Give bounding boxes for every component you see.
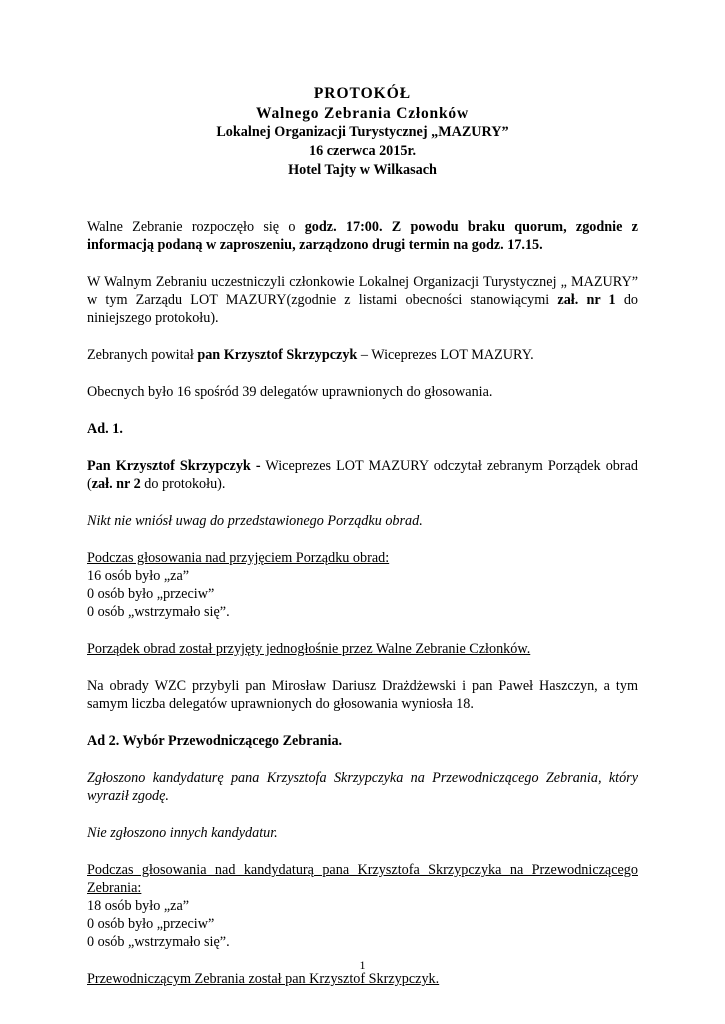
vote-chair-abstain: 0 osób „wstrzymało się”. bbox=[87, 934, 230, 950]
organization-name: Lokalnej Organizacji Turystycznej „MAZURY” bbox=[216, 124, 509, 140]
chair-elected-text: Przewodniczącym Zebrania został pan Krzysztof Skrzypczyk. bbox=[87, 971, 440, 987]
paragraph-arrivals: Na obrady WZC przybyli pan Mirosław Dariusz Drażdżewski i pan Paweł Haszczyn, a tym samym liczba delegatów uprawnionych do głosowania wyniosła 18. bbox=[87, 678, 638, 712]
paragraph-no-remarks: Nikt nie wniósł uwag do przedstawionego Porządku obrad. bbox=[87, 513, 423, 529]
greeting-person: pan Krzysztof Skrzypczyk bbox=[197, 347, 358, 363]
agenda-read-text: Wiceprezes LOT MAZURY odczytał zebranym Porządek obrad ( bbox=[87, 458, 638, 492]
document-subtitle: Walnego Zebrania Członków bbox=[256, 105, 469, 122]
vote-chair-against: 0 osób było „przeciw” bbox=[87, 916, 215, 932]
vote-chair-for: 18 osób było „za” bbox=[87, 898, 190, 914]
greeting-text: Zebranych powitał bbox=[87, 347, 198, 363]
section-ad2: Ad 2. Wybór Przewodniczącego Zebrania. bbox=[87, 733, 343, 749]
paragraph-attendance: Obecnych było 16 spośród 39 delegatów uprawnionych do głosowania. bbox=[87, 384, 493, 400]
agenda-read-end: do protokołu). bbox=[140, 476, 226, 492]
paragraph-greeting bbox=[87, 346, 638, 364]
paragraph-no-other-candidates: Nie zgłoszono innych kandydatur. bbox=[87, 825, 278, 841]
agenda-adopted-text: Porządek obrad został przyjęty jednogłośnie przez Walne Zebranie Członków. bbox=[87, 641, 531, 657]
document-title: PROTOKÓŁ bbox=[313, 85, 412, 102]
paragraph-agenda-adopted bbox=[87, 640, 638, 658]
opening-text: Walne Zebranie rozpoczęło się o bbox=[87, 219, 305, 235]
participants-text-end: do niniejszego protokołu). bbox=[87, 292, 639, 326]
paragraph-candidacy: Zgłoszono kandydaturę pana Krzysztofa Skrzypczyka na Przewodniczącego Zebrania, który wyraził zgodę. bbox=[87, 770, 638, 804]
section-ad1: Ad. 1. bbox=[87, 421, 123, 437]
paragraph-agenda-read bbox=[87, 457, 638, 493]
paragraph-opening bbox=[87, 218, 638, 254]
vote-agenda-heading: Podczas głosowania nad przyjęciem Porządku obrad: bbox=[87, 550, 390, 566]
attachment-2-ref: zał. nr 2 bbox=[91, 476, 141, 492]
document-header bbox=[87, 84, 638, 180]
agenda-reader: Pan Krzysztof Skrzypczyk - bbox=[87, 458, 261, 474]
page-number: 1 bbox=[359, 958, 366, 972]
vote-agenda-abstain: 0 osób „wstrzymało się”. bbox=[87, 604, 230, 620]
greeting-role: – Wiceprezes LOT MAZURY. bbox=[357, 347, 534, 363]
meeting-location: Hotel Tajty w Wilkasach bbox=[288, 162, 437, 178]
participants-text: W Walnym Zebraniu uczestniczyli członkowie Lokalnej Organizacji Turystycznej „ MAZURY” w tym Zarządu LOT MAZURY(zgodnie z listami obecności stanowiącymi bbox=[87, 274, 638, 308]
paragraph-participants bbox=[87, 273, 638, 327]
vote-chair-heading: Podczas głosowania nad kandydaturą pana Krzysztofa Skrzypczyka na Przewodniczącego Zebrania: bbox=[87, 862, 638, 896]
vote-chair-block bbox=[87, 861, 638, 951]
vote-agenda-block bbox=[87, 549, 638, 621]
opening-bold-text: godz. 17:00. Z powodu braku quorum, zgodnie z informacją podaną w zaproszeniu, zarządzono drugi termin na godz. 17.15. bbox=[87, 219, 638, 253]
vote-agenda-against: 0 osób było „przeciw” bbox=[87, 586, 215, 602]
vote-agenda-for: 16 osób było „za” bbox=[87, 568, 190, 584]
meeting-date: 16 czerwca 2015r. bbox=[308, 143, 417, 159]
attachment-1-ref: zał. nr 1 bbox=[557, 292, 616, 308]
